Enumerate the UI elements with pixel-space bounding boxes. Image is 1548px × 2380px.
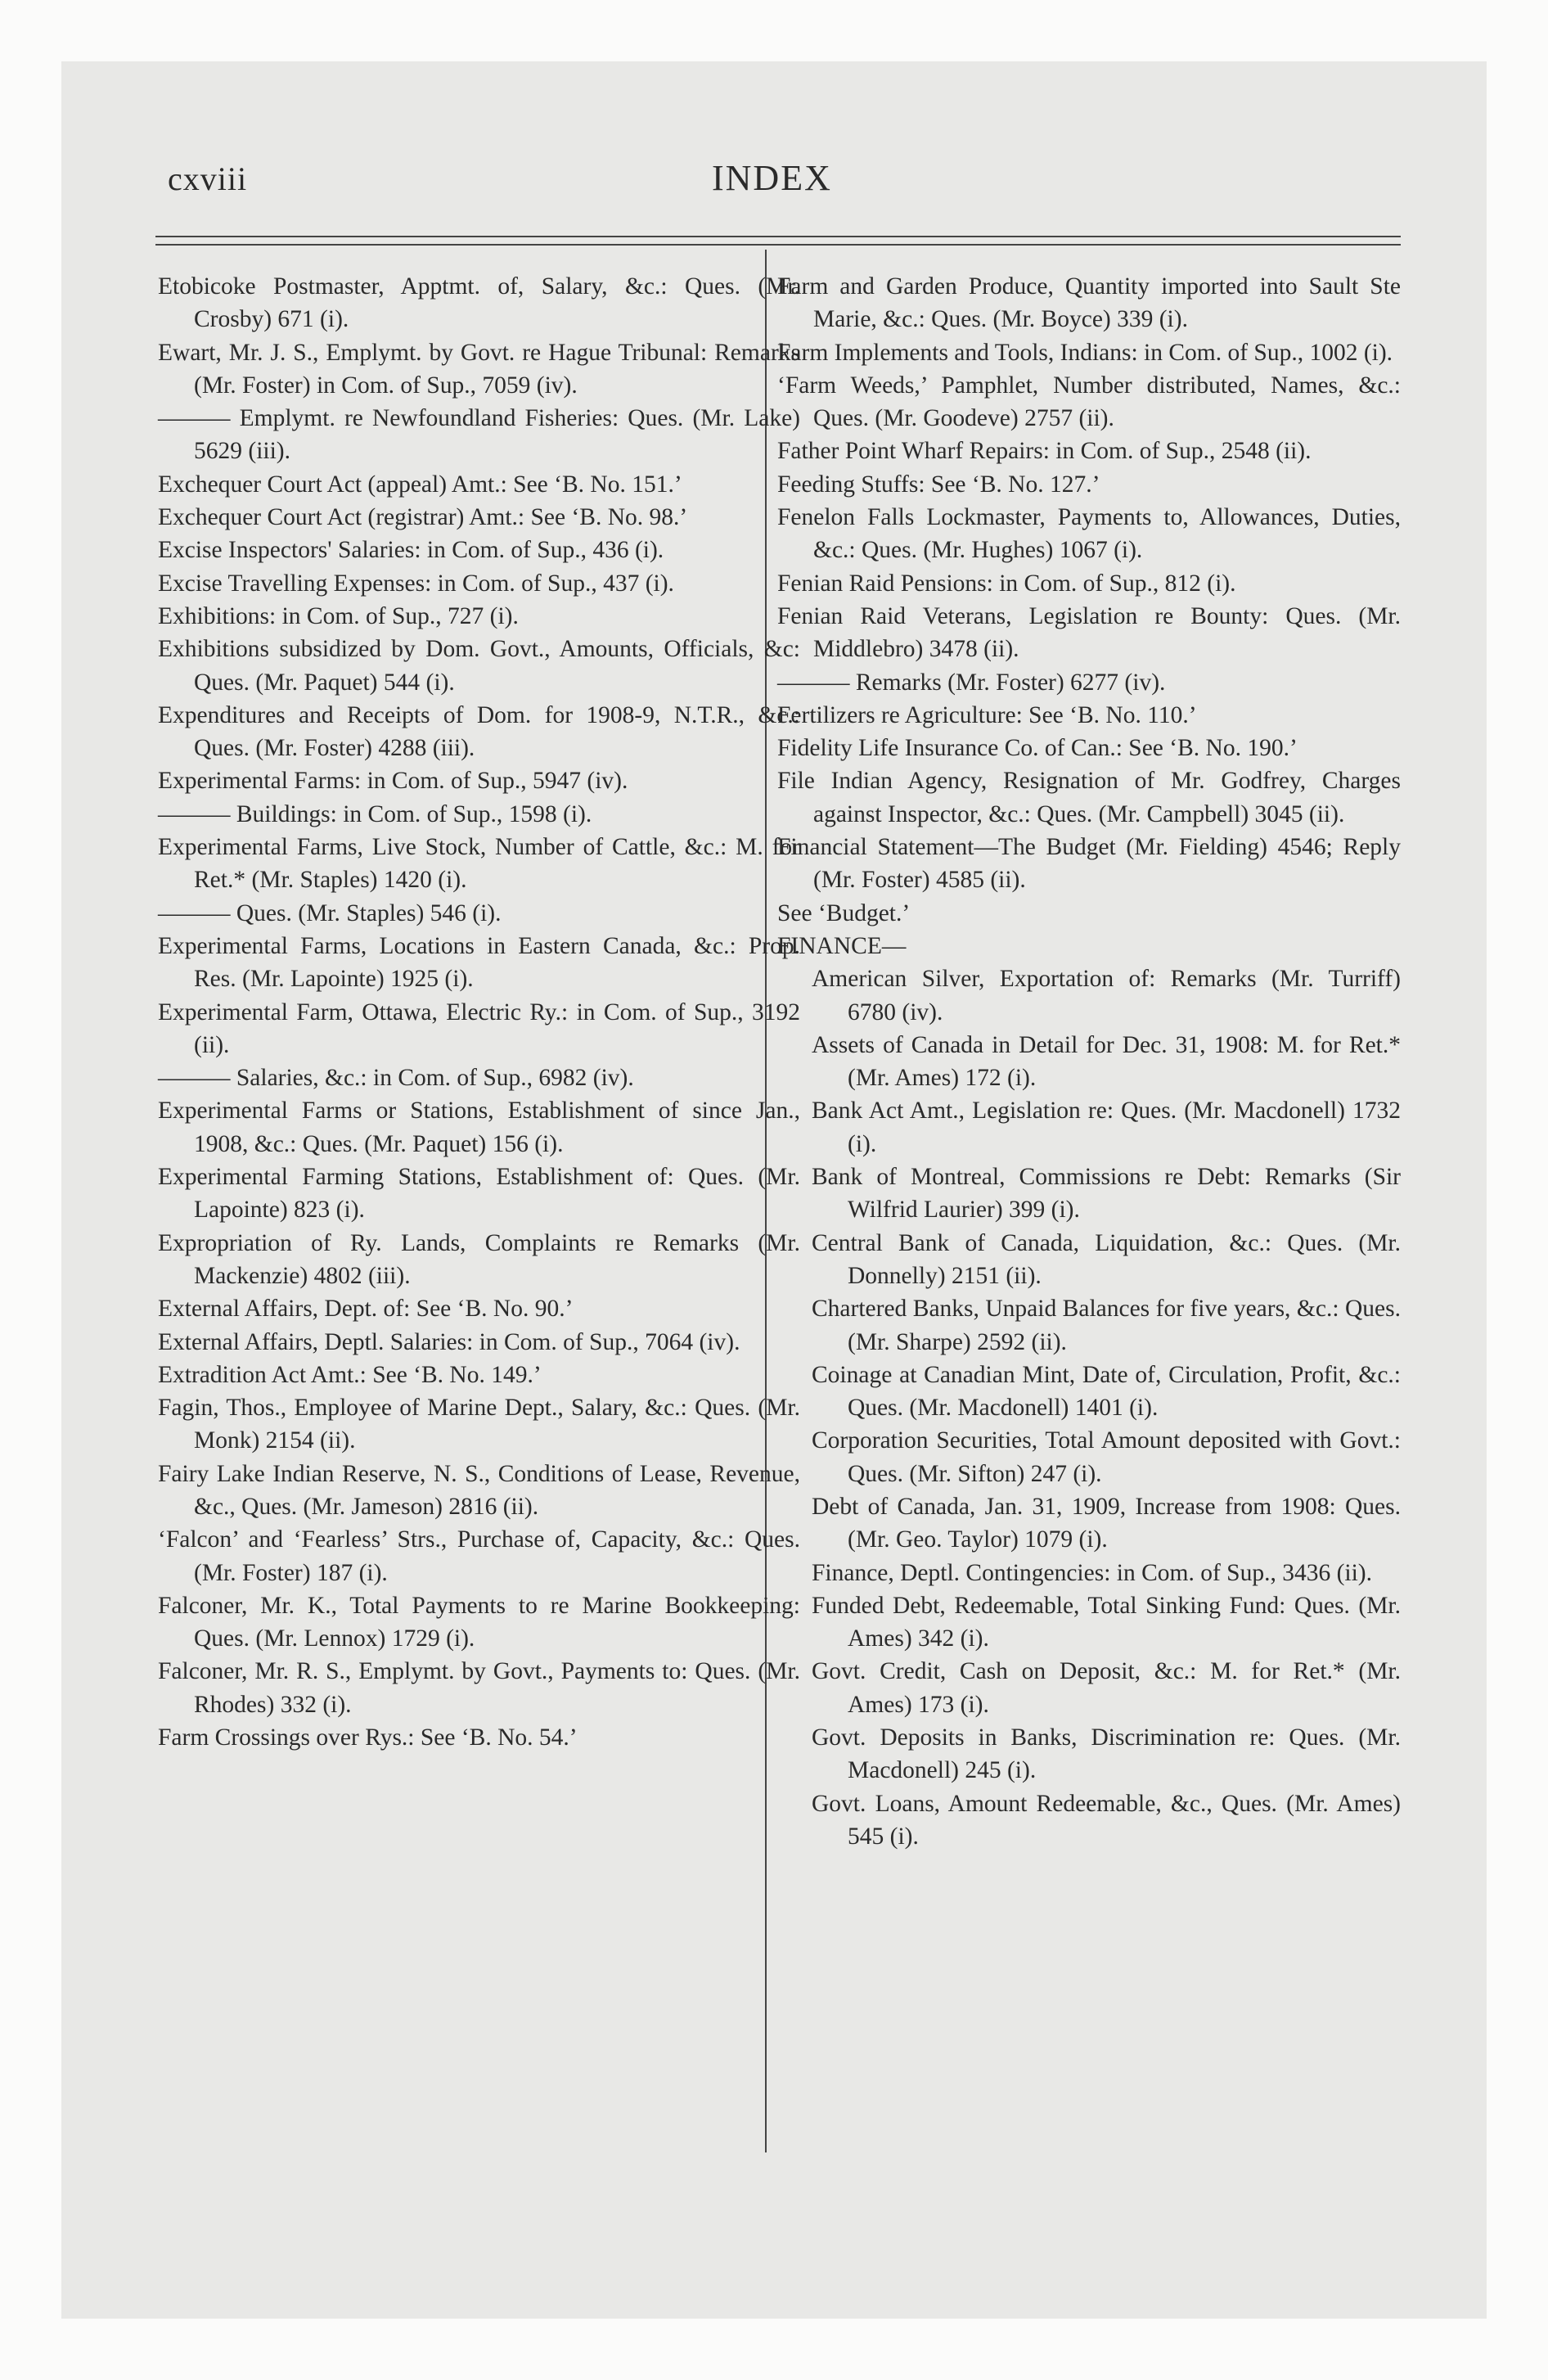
index-entry: Exhibitions subsidized by Dom. Govt., Amounts, Officials, &c: Ques. (Mr. Paquet) 544 (i). <box>158 636 800 696</box>
index-entry: Feeding Stuffs: See ‘B. No. 127.’ <box>777 471 1100 498</box>
index-entry: Exchequer Court Act (appeal) Amt.: See ‘B. No. 151.’ <box>158 471 682 498</box>
index-entry: Excise Inspectors' Salaries: in Com. of Sup., 436 (i). <box>158 537 664 564</box>
index-entry: Experimental Farms, Live Stock, Number of Cattle, &c.: M. for Ret.* (Mr. Staples) 1420 (i). <box>158 834 800 894</box>
index-subentry: Govt. Credit, Cash on Deposit, &c.: M. for Ret.* (Mr. Ames) 173 (i). <box>812 1658 1401 1718</box>
index-subentry: Corporation Securities, Total Amount deposited with Govt.: Ques. (Mr. Sifton) 247 (i). <box>812 1427 1401 1487</box>
index-entry: ——— Buildings: in Com. of Sup., 1598 (i). <box>158 800 592 827</box>
index-subentry: Finance, Deptl. Contingencies: in Com. of Sup., 3436 (ii). <box>812 1559 1372 1586</box>
page-number: cxviii <box>168 160 248 197</box>
index-subentry: Govt. Loans, Amount Redeemable, &c., Ques. (Mr. Ames) 545 (i). <box>812 1790 1401 1850</box>
index-entry: External Affairs, Deptl. Salaries: in Com. of Sup., 7064 (iv). <box>158 1328 740 1355</box>
index-entry: Fenian Raid Veterans, Legislation re Bounty: Ques. (Mr. Middlebro) 3478 (ii). <box>777 602 1401 663</box>
index-entry: Etobicoke Postmaster, Apptmt. of, Salary, &c.: Ques. (Mr. Crosby) 671 (i). <box>158 273 800 333</box>
index-entry: Fidelity Life Insurance Co. of Can.: See ‘B. No. 190.’ <box>777 735 1298 762</box>
index-entry: Experimental Farms or Stations, Establishment of since Jan., 1908, &c.: Ques. (Mr. Paquet) 156 (i). <box>158 1098 800 1157</box>
index-entry: Fertilizers re Agriculture: See ‘B. No. 110.’ <box>777 701 1197 728</box>
index-subentry: American Silver, Exportation of: Remarks (Mr. Turriff) 6780 (iv). <box>812 966 1401 1025</box>
left-column <box>158 270 800 1754</box>
index-entry: Fagin, Thos., Employee of Marine Dept., Salary, &c.: Ques. (Mr. Monk) 2154 (ii). <box>158 1395 800 1454</box>
index-entry: Experimental Farms, Locations in Eastern Canada, &c.: Prop. Res. (Mr. Lapointe) 1925 (i). <box>158 932 800 993</box>
index-entry: Fairy Lake Indian Reserve, N. S., Conditions of Lease, Revenue, &c., Ques. (Mr. Jameson) 2816 (ii). <box>158 1460 800 1520</box>
index-subentry: Chartered Banks, Unpaid Balances for five years, &c.: Ques. (Mr. Sharpe) 2592 (ii). <box>812 1296 1401 1355</box>
index-entry: Farm Implements and Tools, Indians: in Com. of Sup., 1002 (i). <box>777 339 1393 366</box>
index-subentry: Bank of Montreal, Commissions re Debt: Remarks (Sir Wilfrid Laurier) 399 (i). <box>812 1164 1401 1224</box>
index-entry: Farm and Garden Produce, Quantity imported into Sault Ste Marie, &c.: Ques. (Mr. Boyce) 339 (i). <box>777 273 1401 333</box>
index-subentry: Central Bank of Canada, Liquidation, &c.: Ques. (Mr. Donnelly) 2151 (ii). <box>812 1229 1401 1289</box>
index-entry: Experimental Farming Stations, Establishment of: Ques. (Mr. Lapointe) 823 (i). <box>158 1164 800 1224</box>
section-heading: FINANCE— <box>777 932 907 959</box>
index-entry: File Indian Agency, Resignation of Mr. Godfrey, Charges against Inspector, &c.: Ques. (Mr. Campbell) 3045 (ii). <box>777 768 1401 827</box>
index-entry: ‘Falcon’ and ‘Fearless’ Strs., Purchase of, Capacity, &c.: Ques. (Mr. Foster) 187 (i). <box>158 1526 800 1586</box>
index-entry: Exhibitions: in Com. of Sup., 727 (i). <box>158 602 519 629</box>
index-entry: Fenelon Falls Lockmaster, Payments to, Allowances, Duties, &c.: Ques. (Mr. Hughes) 1067 (i). <box>777 504 1401 564</box>
index-entry: ——— Ques. (Mr. Staples) 546 (i). <box>158 899 502 926</box>
index-entry: ——— Salaries, &c.: in Com. of Sup., 6982 (iv). <box>158 1065 634 1092</box>
index-subentry: Coinage at Canadian Mint, Date of, Circulation, Profit, &c.: Ques. (Mr. Macdonell) 1401 (i). <box>812 1361 1401 1422</box>
index-entry: ‘Farm Weeds,’ Pamphlet, Number distributed, Names, &c.: Ques. (Mr. Goodeve) 2757 (ii). <box>777 372 1401 432</box>
index-entry: Expropriation of Ry. Lands, Complaints re Remarks (Mr. Mackenzie) 4802 (iii). <box>158 1229 800 1289</box>
index-entry: Father Point Wharf Repairs: in Com. of Sup., 2548 (ii). <box>777 438 1312 465</box>
index-entry: Excise Travelling Expenses: in Com. of Sup., 437 (i). <box>158 570 674 597</box>
index-subentry: Assets of Canada in Detail for Dec. 31, 1908: M. for Ret.* (Mr. Ames) 172 (i). <box>812 1031 1401 1092</box>
header-rule <box>155 244 1401 246</box>
index-entry: Fenian Raid Pensions: in Com. of Sup., 812 (i). <box>777 570 1236 597</box>
index-entry: Expenditures and Receipts of Dom. for 1908-9, N.T.R., &c.: Ques. (Mr. Foster) 4288 (iii). <box>158 701 800 762</box>
index-entry: Farm Crossings over Rys.: See ‘B. No. 54.’ <box>158 1724 578 1751</box>
page-title: INDEX <box>712 158 832 198</box>
index-subentry: Govt. Deposits in Banks, Discrimination re: Ques. (Mr. Macdonell) 245 (i). <box>812 1724 1401 1784</box>
index-entry: Falconer, Mr. K., Total Payments to re Marine Bookkeeping: Ques. (Mr. Lennox) 1729 (i). <box>158 1592 800 1652</box>
right-column <box>777 270 1401 1853</box>
header-rule <box>155 236 1401 237</box>
index-entry: Experimental Farm, Ottawa, Electric Ry.: in Com. of Sup., 3192 (ii). <box>158 998 800 1058</box>
index-entry: Extradition Act Amt.: See ‘B. No. 149.’ <box>158 1361 542 1388</box>
index-entry: Exchequer Court Act (registrar) Amt.: See ‘B. No. 98.’ <box>158 504 688 531</box>
index-entry: See ‘Budget.’ <box>777 899 911 926</box>
index-entry: Experimental Farms: in Com. of Sup., 5947 (iv). <box>158 768 628 795</box>
index-subentry: Funded Debt, Redeemable, Total Sinking Fund: Ques. (Mr. Ames) 342 (i). <box>812 1592 1401 1652</box>
index-subentry: Bank Act Amt., Legislation re: Ques. (Mr. Macdonell) 1732 (i). <box>812 1098 1401 1157</box>
index-entry: Falconer, Mr. R. S., Emplymt. by Govt., Payments to: Ques. (Mr. Rhodes) 332 (i). <box>158 1658 800 1718</box>
index-subentry: Debt of Canada, Jan. 31, 1909, Increase from 1908: Ques. (Mr. Geo. Taylor) 1079 (i). <box>812 1493 1401 1553</box>
index-entry: ——— Emplymt. re Newfoundland Fisheries: Ques. (Mr. Lake) 5629 (iii). <box>158 405 800 465</box>
index-entry: ——— Remarks (Mr. Foster) 6277 (iv). <box>777 669 1166 696</box>
index-entry: External Affairs, Dept. of: See ‘B. No. 90.’ <box>158 1296 574 1323</box>
index-entry: Financial Statement—The Budget (Mr. Fielding) 4546; Reply (Mr. Foster) 4585 (ii). <box>777 834 1401 894</box>
index-entry: Ewart, Mr. J. S., Emplymt. by Govt. re Hague Tribunal: Remarks (Mr. Foster) in Com. of Sup., 7059 (iv). <box>158 339 800 399</box>
